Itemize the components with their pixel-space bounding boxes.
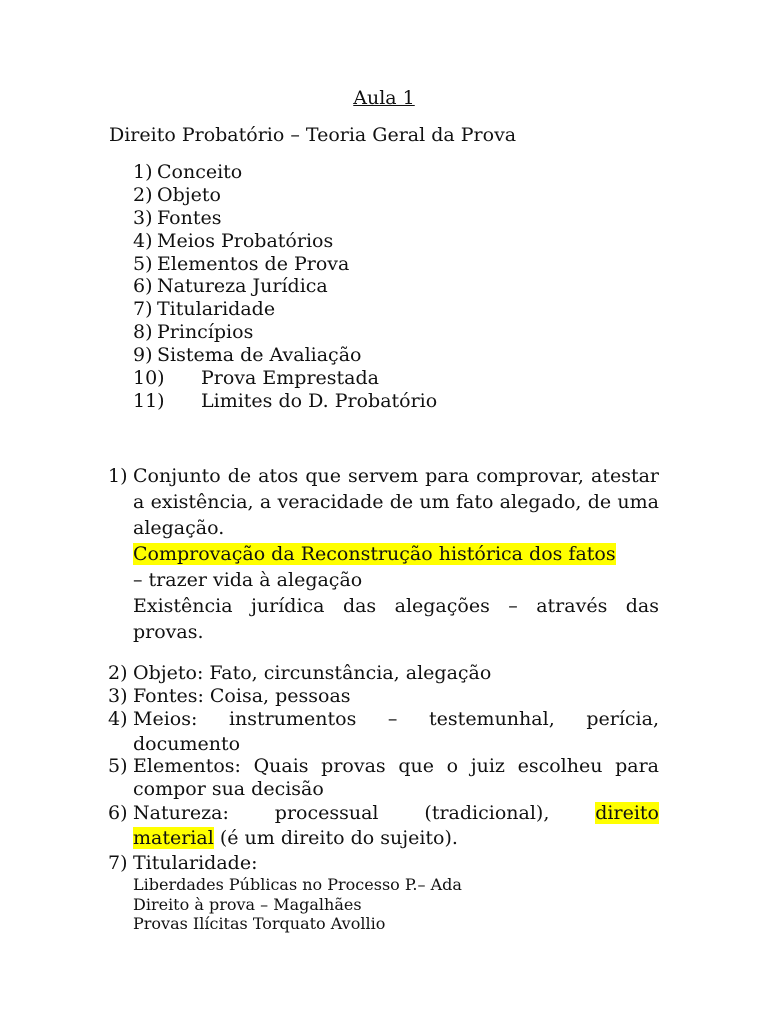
item-text: Meios: instrumentos – testemunhal, perícia, documento	[133, 708, 659, 755]
note-item	[108, 683, 659, 707]
topic-number: 4)	[133, 229, 153, 252]
natureza-line-2	[133, 826, 659, 851]
item-number: 1)	[108, 465, 128, 487]
natureza-line	[133, 801, 659, 826]
highlight-line	[133, 541, 659, 567]
item-number: 4)	[108, 708, 128, 730]
topic-text: Objeto	[157, 183, 221, 206]
existencia-text: Existência jurídica das alegações – através das provas.	[133, 595, 659, 643]
item-text: Natureza: processual (tradicional),	[133, 802, 550, 824]
item-text: Titularidade:	[133, 852, 258, 874]
topic-number: 11)	[133, 389, 165, 412]
item-number: 2)	[108, 662, 128, 684]
page-subtitle: Direito Probatório – Teoria Geral da Prova	[109, 124, 517, 146]
highlighted-text: direito	[595, 802, 659, 824]
topic-number: 7)	[133, 298, 153, 321]
topic-number: 10)	[133, 367, 165, 390]
item-text: Fontes: Coisa, pessoas	[133, 685, 351, 707]
after-highlight-text: – trazer vida à alegação	[133, 569, 363, 591]
item-number: 3)	[108, 685, 128, 707]
note-item	[108, 463, 659, 645]
topic-text: Princípios	[157, 321, 254, 344]
reference-line: Direito à prova – Magalhães	[133, 894, 362, 914]
reference-line: Provas Ilícitas Torquato Avollio	[133, 914, 386, 933]
item-text: (é um direito do sujeito).	[213, 827, 458, 849]
item-text: Objeto: Fato, circunstância, alegação	[133, 662, 492, 684]
highlighted-text: material	[133, 827, 214, 849]
topic-text: Elementos de Prova	[157, 252, 350, 275]
conceito-text: Conjunto de atos que servem para comprovar, atestar a existência, a veracidade de um fato alegado, de uma alegação.	[133, 465, 659, 539]
topic-number: 9)	[133, 344, 153, 367]
topic-number: 6)	[133, 275, 153, 298]
item-number: 7)	[108, 852, 128, 874]
reference-line: Liberdades Públicas no Processo P.– Ada	[133, 875, 462, 894]
item-text: Elementos: Quais provas que o juiz escolheu para compor sua decisão	[133, 755, 659, 800]
topic-text: Natureza Jurídica	[157, 275, 328, 298]
note-item	[108, 707, 659, 755]
topic-text: Sistema de Avaliação	[157, 344, 362, 367]
topic-text: Fontes	[157, 206, 222, 229]
topic-text: Conceito	[157, 161, 243, 183]
item-number: 6)	[108, 802, 128, 824]
page-title: Aula 1	[353, 87, 415, 109]
item-number: 5)	[108, 755, 128, 777]
note-item	[108, 801, 659, 851]
topic-text: Limites do D. Probatório	[201, 389, 438, 412]
note-item	[108, 851, 659, 934]
section-conceito	[108, 463, 659, 645]
topic-number: 3)	[133, 206, 153, 229]
topic-number: 8)	[133, 321, 153, 344]
topic-number: 5)	[133, 252, 153, 275]
highlighted-text: Comprovação da Reconstrução histórica dos fatos	[133, 543, 616, 565]
section-items	[108, 660, 659, 934]
note-item	[108, 755, 659, 801]
note-item	[108, 660, 659, 683]
topic-text: Meios Probatórios	[157, 229, 334, 252]
topic-number: 1)	[133, 161, 153, 183]
topic-text: Titularidade	[157, 298, 276, 321]
topic-number: 2)	[133, 183, 153, 206]
topic-text: Prova Emprestada	[201, 367, 379, 390]
